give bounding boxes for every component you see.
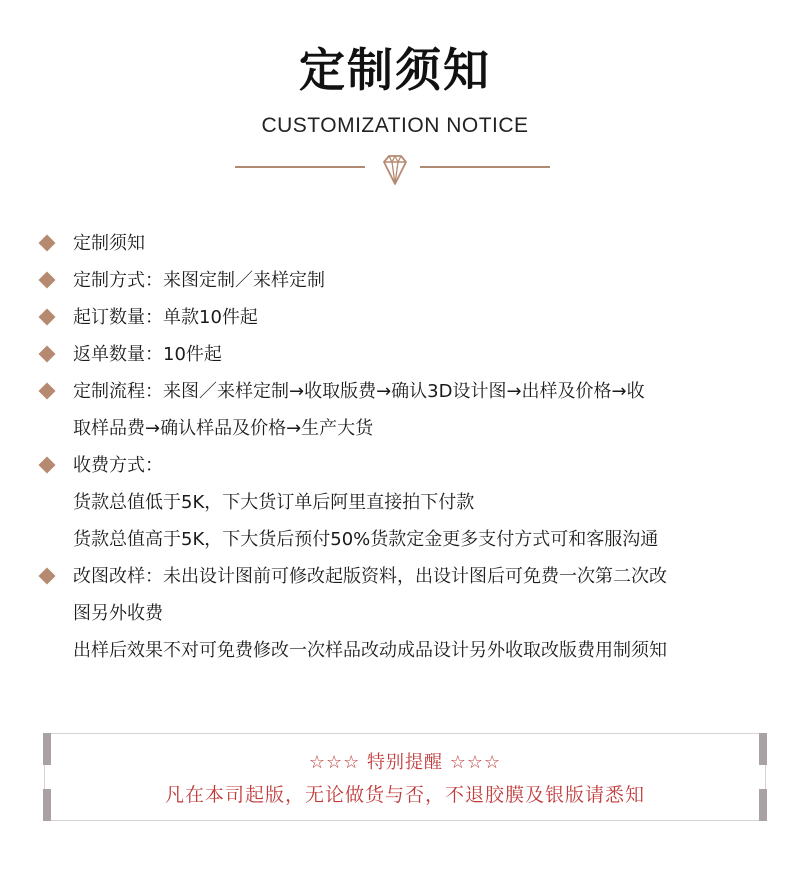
page-title: 定制须知 (299, 43, 491, 97)
list-item (0, 226, 790, 262)
bullet-diamond-icon (39, 235, 56, 252)
special-notice-box (44, 733, 766, 821)
list-item (0, 263, 790, 299)
list-item (0, 374, 790, 410)
divider-left (235, 166, 365, 168)
list-item-text: 定制流程：来图／来样定制→收取版费→确认3D设计图→出样及价格→收 (73, 381, 645, 402)
list-item (0, 337, 790, 373)
list-item-continuation (0, 596, 790, 632)
bullet-diamond-icon (39, 383, 56, 400)
list-item-text: 起订数量：单款10件起 (73, 307, 258, 328)
list-item-continuation (0, 411, 790, 447)
list-item-continuation (0, 522, 790, 558)
list-item-text: 定制须知 (73, 233, 145, 254)
divider-right (420, 166, 550, 168)
special-notice-heading: ☆☆☆ 特别提醒 ☆☆☆ (308, 752, 502, 773)
diamond-icon (375, 150, 415, 190)
list-item-text: 取样品费→确认样品及价格→生产大货 (73, 418, 374, 439)
list-item (0, 559, 790, 595)
bullet-diamond-icon (39, 309, 56, 326)
list-item (0, 448, 790, 484)
list-item-text: 定制方式：来图定制／来样定制 (73, 270, 325, 291)
bullet-diamond-icon (39, 346, 56, 363)
list-item-text: 收费方式： (73, 455, 163, 476)
list-item-text: 出样后效果不对可免费修改一次样品改动成品设计另外收取改版费用制须知 (73, 640, 667, 661)
bullet-diamond-icon (39, 568, 56, 585)
bullet-diamond-icon (39, 272, 56, 289)
list-item-text: 货款总值高于5K，下大货后预付50%货款定金更多支付方式可和客服沟通 (73, 529, 659, 550)
list-item-text: 返单数量：10件起 (73, 344, 222, 365)
page-subtitle: CUSTOMIZATION NOTICE (261, 114, 529, 137)
list-item-text: 图另外收费 (73, 603, 163, 624)
list-item-continuation (0, 485, 790, 521)
special-notice-message: 凡在本司起版，无论做货与否，不退胶膜及银版请悉知 (164, 784, 645, 806)
list-item-continuation (0, 633, 790, 669)
list-item-text: 货款总值低于5K，下大货订单后阿里直接拍下付款 (73, 492, 475, 513)
bullet-diamond-icon (39, 457, 56, 474)
list-item (0, 300, 790, 336)
list-item-text: 改图改样：未出设计图前可修改起版资料，出设计图后可免费一次第二次改 (73, 566, 667, 587)
